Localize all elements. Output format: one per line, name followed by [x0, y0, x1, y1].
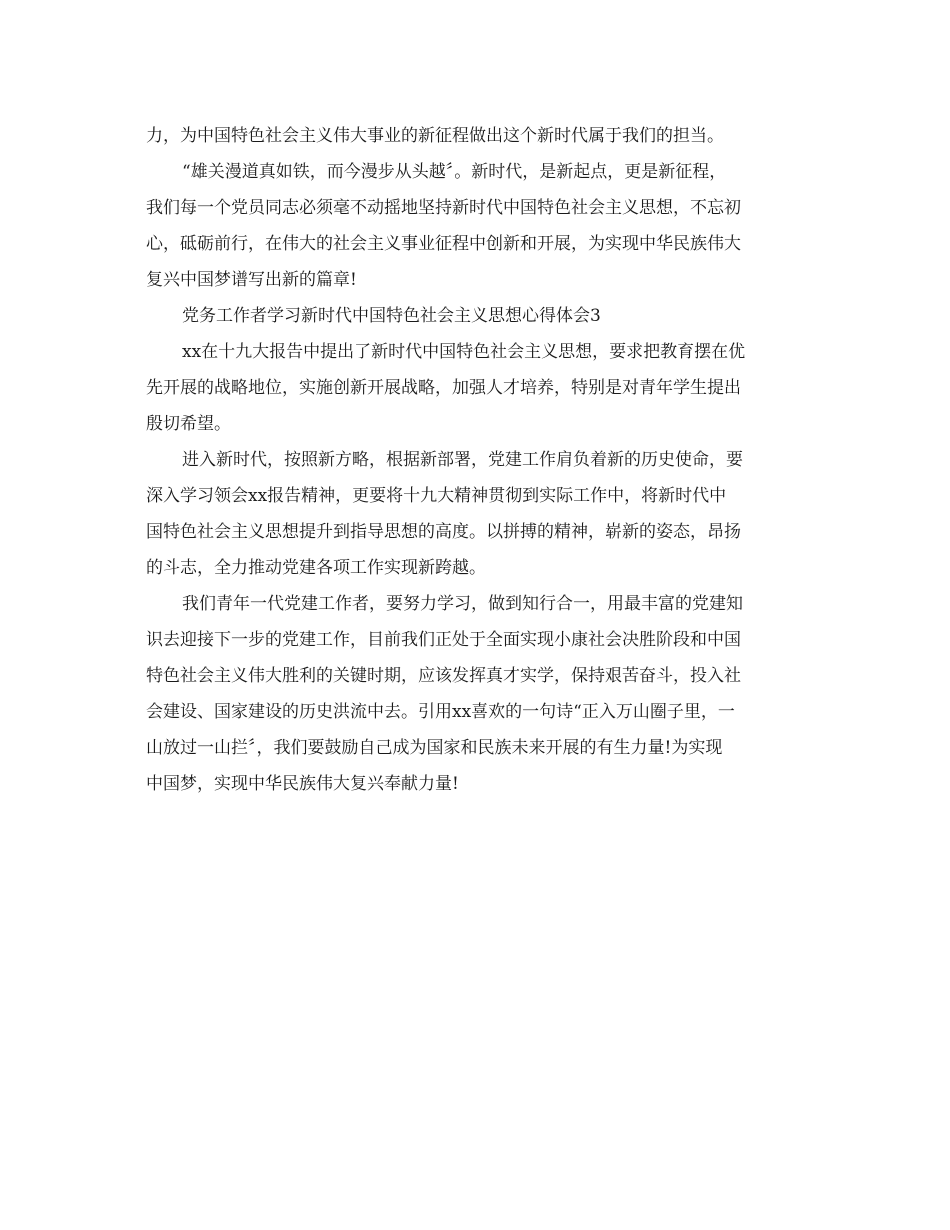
heading-line: 党务工作者学习新时代中国特色社会主义思想心得体会3 [182, 306, 601, 326]
paragraph-continuation [146, 118, 808, 154]
text-line: 中国梦，实现中华民族伟大复兴奉献力量! [146, 774, 459, 794]
text-line: “雄关漫道真如铁，而今漫步从头越〞。新时代，是新起点，更是新征程， [182, 162, 727, 182]
paragraph-report [146, 334, 808, 442]
section-heading [146, 298, 808, 334]
text-line: 力，为中国特色社会主义伟大事业的新征程做出这个新时代属于我们的担当。 [146, 126, 724, 146]
text-line: 深入学习领会xx报告精神，更要将十九大精神贯彻到实际工作中，将新时代中 [146, 486, 727, 506]
text-line: 会建设、国家建设的历史洪流中去。引用xx喜欢的一句诗“正入万山圈子里，一 [146, 702, 735, 722]
text-line: 先开展的战略地位，实施创新开展战略，加强人才培养，特别是对青年学生提出 [146, 378, 741, 398]
text-line: 特色社会主义伟大胜利的关键时期，应该发挥真才实学，保持艰苦奋斗，投入社 [146, 666, 741, 686]
text-line: 复兴中国梦谱写出新的篇章! [146, 270, 357, 290]
text-line: 的斗志，全力推动党建各项工作实现新跨越。 [146, 558, 486, 578]
text-line: 进入新时代，按照新方略，根据新部署，党建工作肩负着新的历史使命，要 [182, 450, 743, 470]
paragraph-youth [146, 586, 808, 802]
text-line: 国特色社会主义思想提升到指导思想的高度。以拼搏的精神，崭新的姿态，昂扬 [146, 522, 741, 542]
paragraph-new-era [146, 442, 808, 586]
document-body [146, 118, 808, 802]
text-line: 心，砥砺前行，在伟大的社会主义事业征程中创新和开展，为实现中华民族伟大 [146, 234, 741, 254]
text-line: xx在十九大报告中提出了新时代中国特色社会主义思想，要求把教育摆在优 [182, 342, 746, 362]
text-line: 我们青年一代党建工作者，要努力学习，做到知行合一，用最丰富的党建知 [182, 594, 743, 614]
paragraph-poem-quote [146, 154, 808, 298]
text-line: 我们每一个党员同志必须毫不动摇地坚持新时代中国特色社会主义思想，不忘初 [146, 198, 741, 218]
text-line: 识去迎接下一步的党建工作，目前我们正处于全面实现小康社会决胜阶段和中国 [146, 630, 741, 650]
text-line: 殷切希望。 [146, 414, 231, 434]
text-line: 山放过一山拦〞，我们要鼓励自己成为国家和民族未来开展的有生力量!为实现 [146, 738, 723, 758]
